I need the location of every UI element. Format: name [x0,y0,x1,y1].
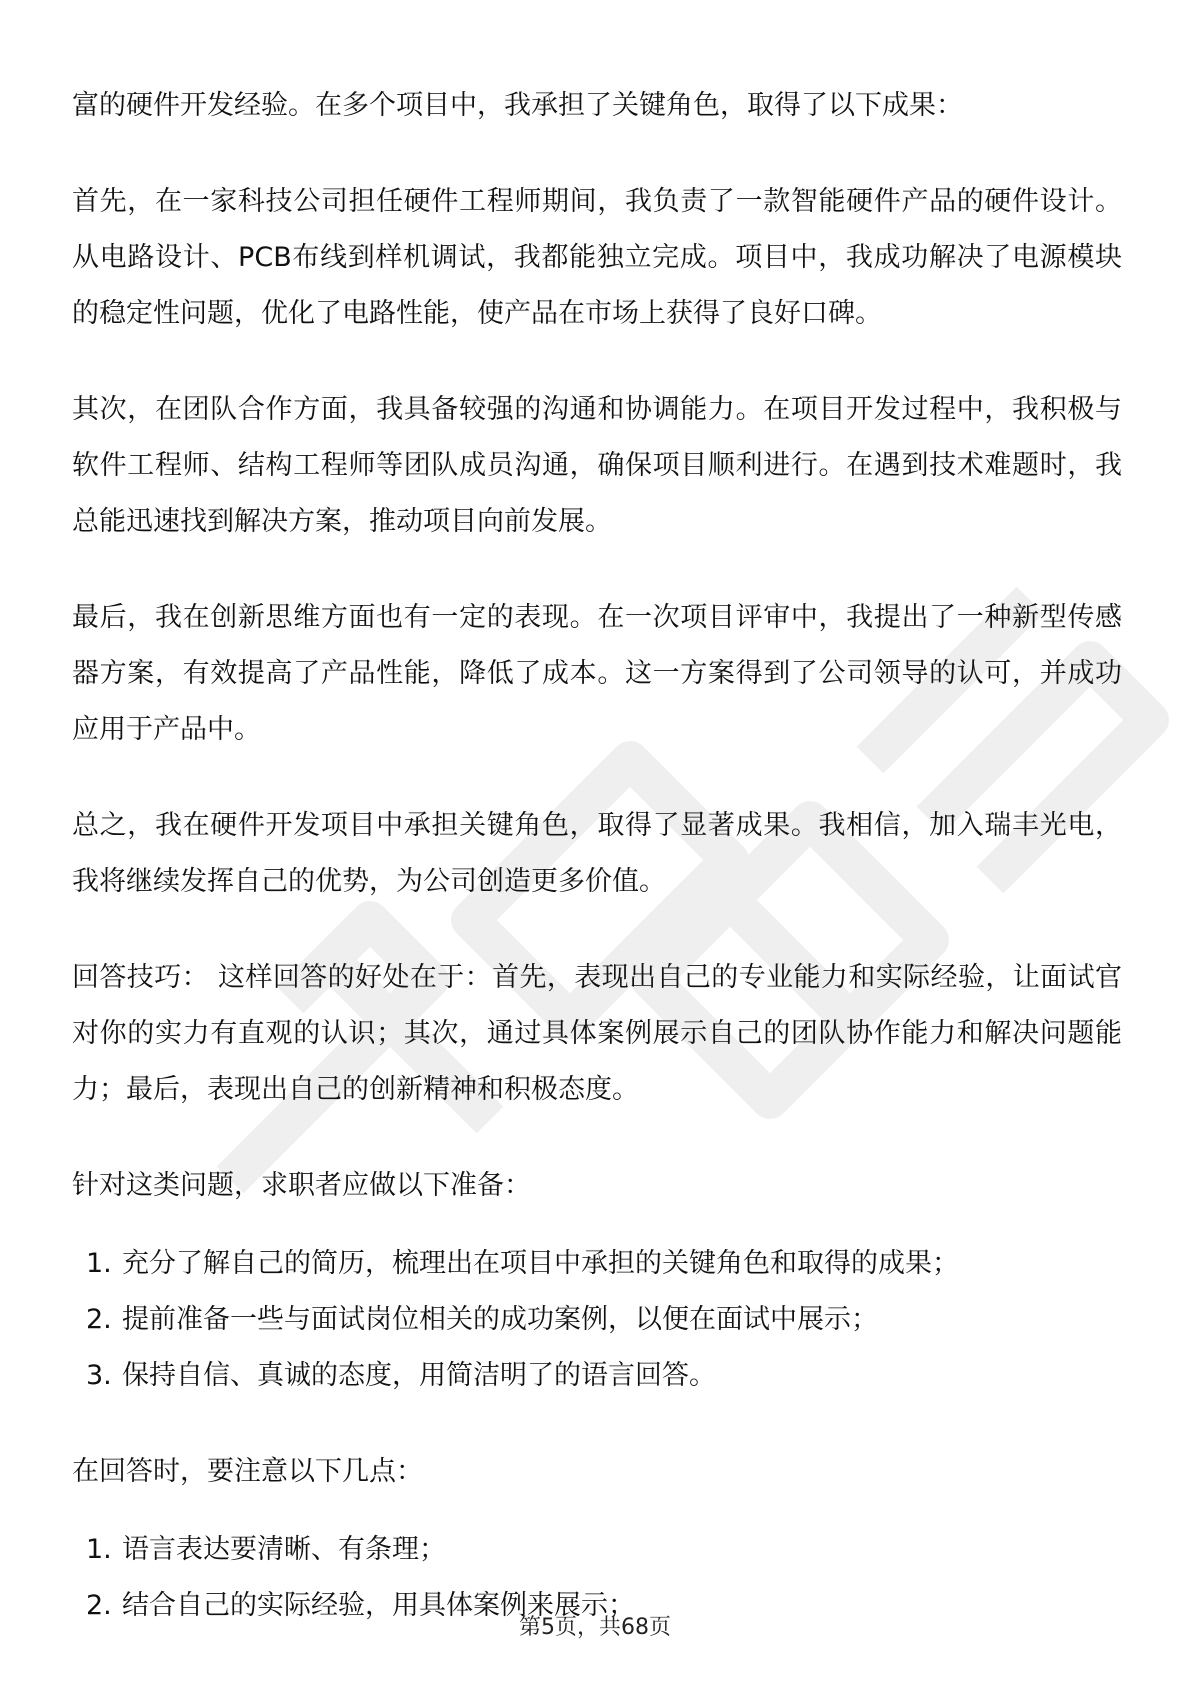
list-number: 2. [86,1304,112,1335]
paragraph-notes-heading: 在回答时，要注意以下几点： [72,1456,423,1487]
paragraph-summary: 总之，我在硬件开发项目中承担关键角色，取得了显著成果。我相信，加入瑞丰光电，我将继续发挥自己的优势，为公司创造更多价值。 [72,810,1122,897]
list-item [86,1348,1122,1404]
list-number: 3. [86,1360,112,1391]
list-text: 保持自信、真诚的态度，用简洁明了的语言回答。 [122,1360,716,1391]
list-text: 语言表达要清晰、有条理； [122,1534,446,1565]
paragraph-first: 首先，在一家科技公司担任硬件工程师期间，我负责了一款智能硬件产品的硬件设计。从电路设计、PCB布线到样机调试，我都能独立完成。项目中，我成功解决了电源模块的稳定性问题，优化了电路性能，使产品在市场上获得了良好口碑。 [72,186,1122,329]
list-item [86,1522,1122,1578]
paragraph-preparation-heading: 针对这类问题，求职者应做以下准备： [72,1170,531,1201]
list-text: 充分了解自己的简历，梳理出在项目中承担的关键角色和取得的成果； [122,1248,959,1279]
document-body [72,78,1122,1674]
list-item [86,1292,1122,1348]
list-number: 1. [86,1248,112,1279]
list-number: 2. [86,1590,112,1621]
list-number: 1. [86,1534,112,1565]
page-number: 第5页，共68页 [519,1615,671,1640]
list-text: 提前准备一些与面试岗位相关的成功案例，以便在面试中展示； [122,1304,878,1335]
paragraph-second: 其次，在团队合作方面，我具备较强的沟通和协调能力。在项目开发过程中，我积极与软件工程师、结构工程师等团队成员沟通，确保项目顺利进行。在遇到技术难题时，我总能迅速找到解决方案，推动项目向前发展。 [72,394,1122,537]
list-text: 结合自己的实际经验，用具体案例来展示； [122,1590,635,1621]
paragraph-answer-tips: 回答技巧： 这样回答的好处在于：首先，表现出自己的专业能力和实际经验，让面试官对你的实力有直观的认识；其次，通过具体案例展示自己的团队协作能力和解决问题能力；最后，表现出自己的创新精神和积极态度。 [72,962,1122,1105]
paragraph-intro: 富的硬件开发经验。在多个项目中，我承担了关键角色，取得了以下成果： [72,90,963,121]
list-item [86,1236,1122,1292]
preparation-list [72,1236,1122,1404]
paragraph-finally: 最后，我在创新思维方面也有一定的表现。在一次项目评审中，我提出了一种新型传感器方案，有效提高了产品性能，降低了成本。这一方案得到了公司领导的认可，并成功应用于产品中。 [72,602,1122,745]
